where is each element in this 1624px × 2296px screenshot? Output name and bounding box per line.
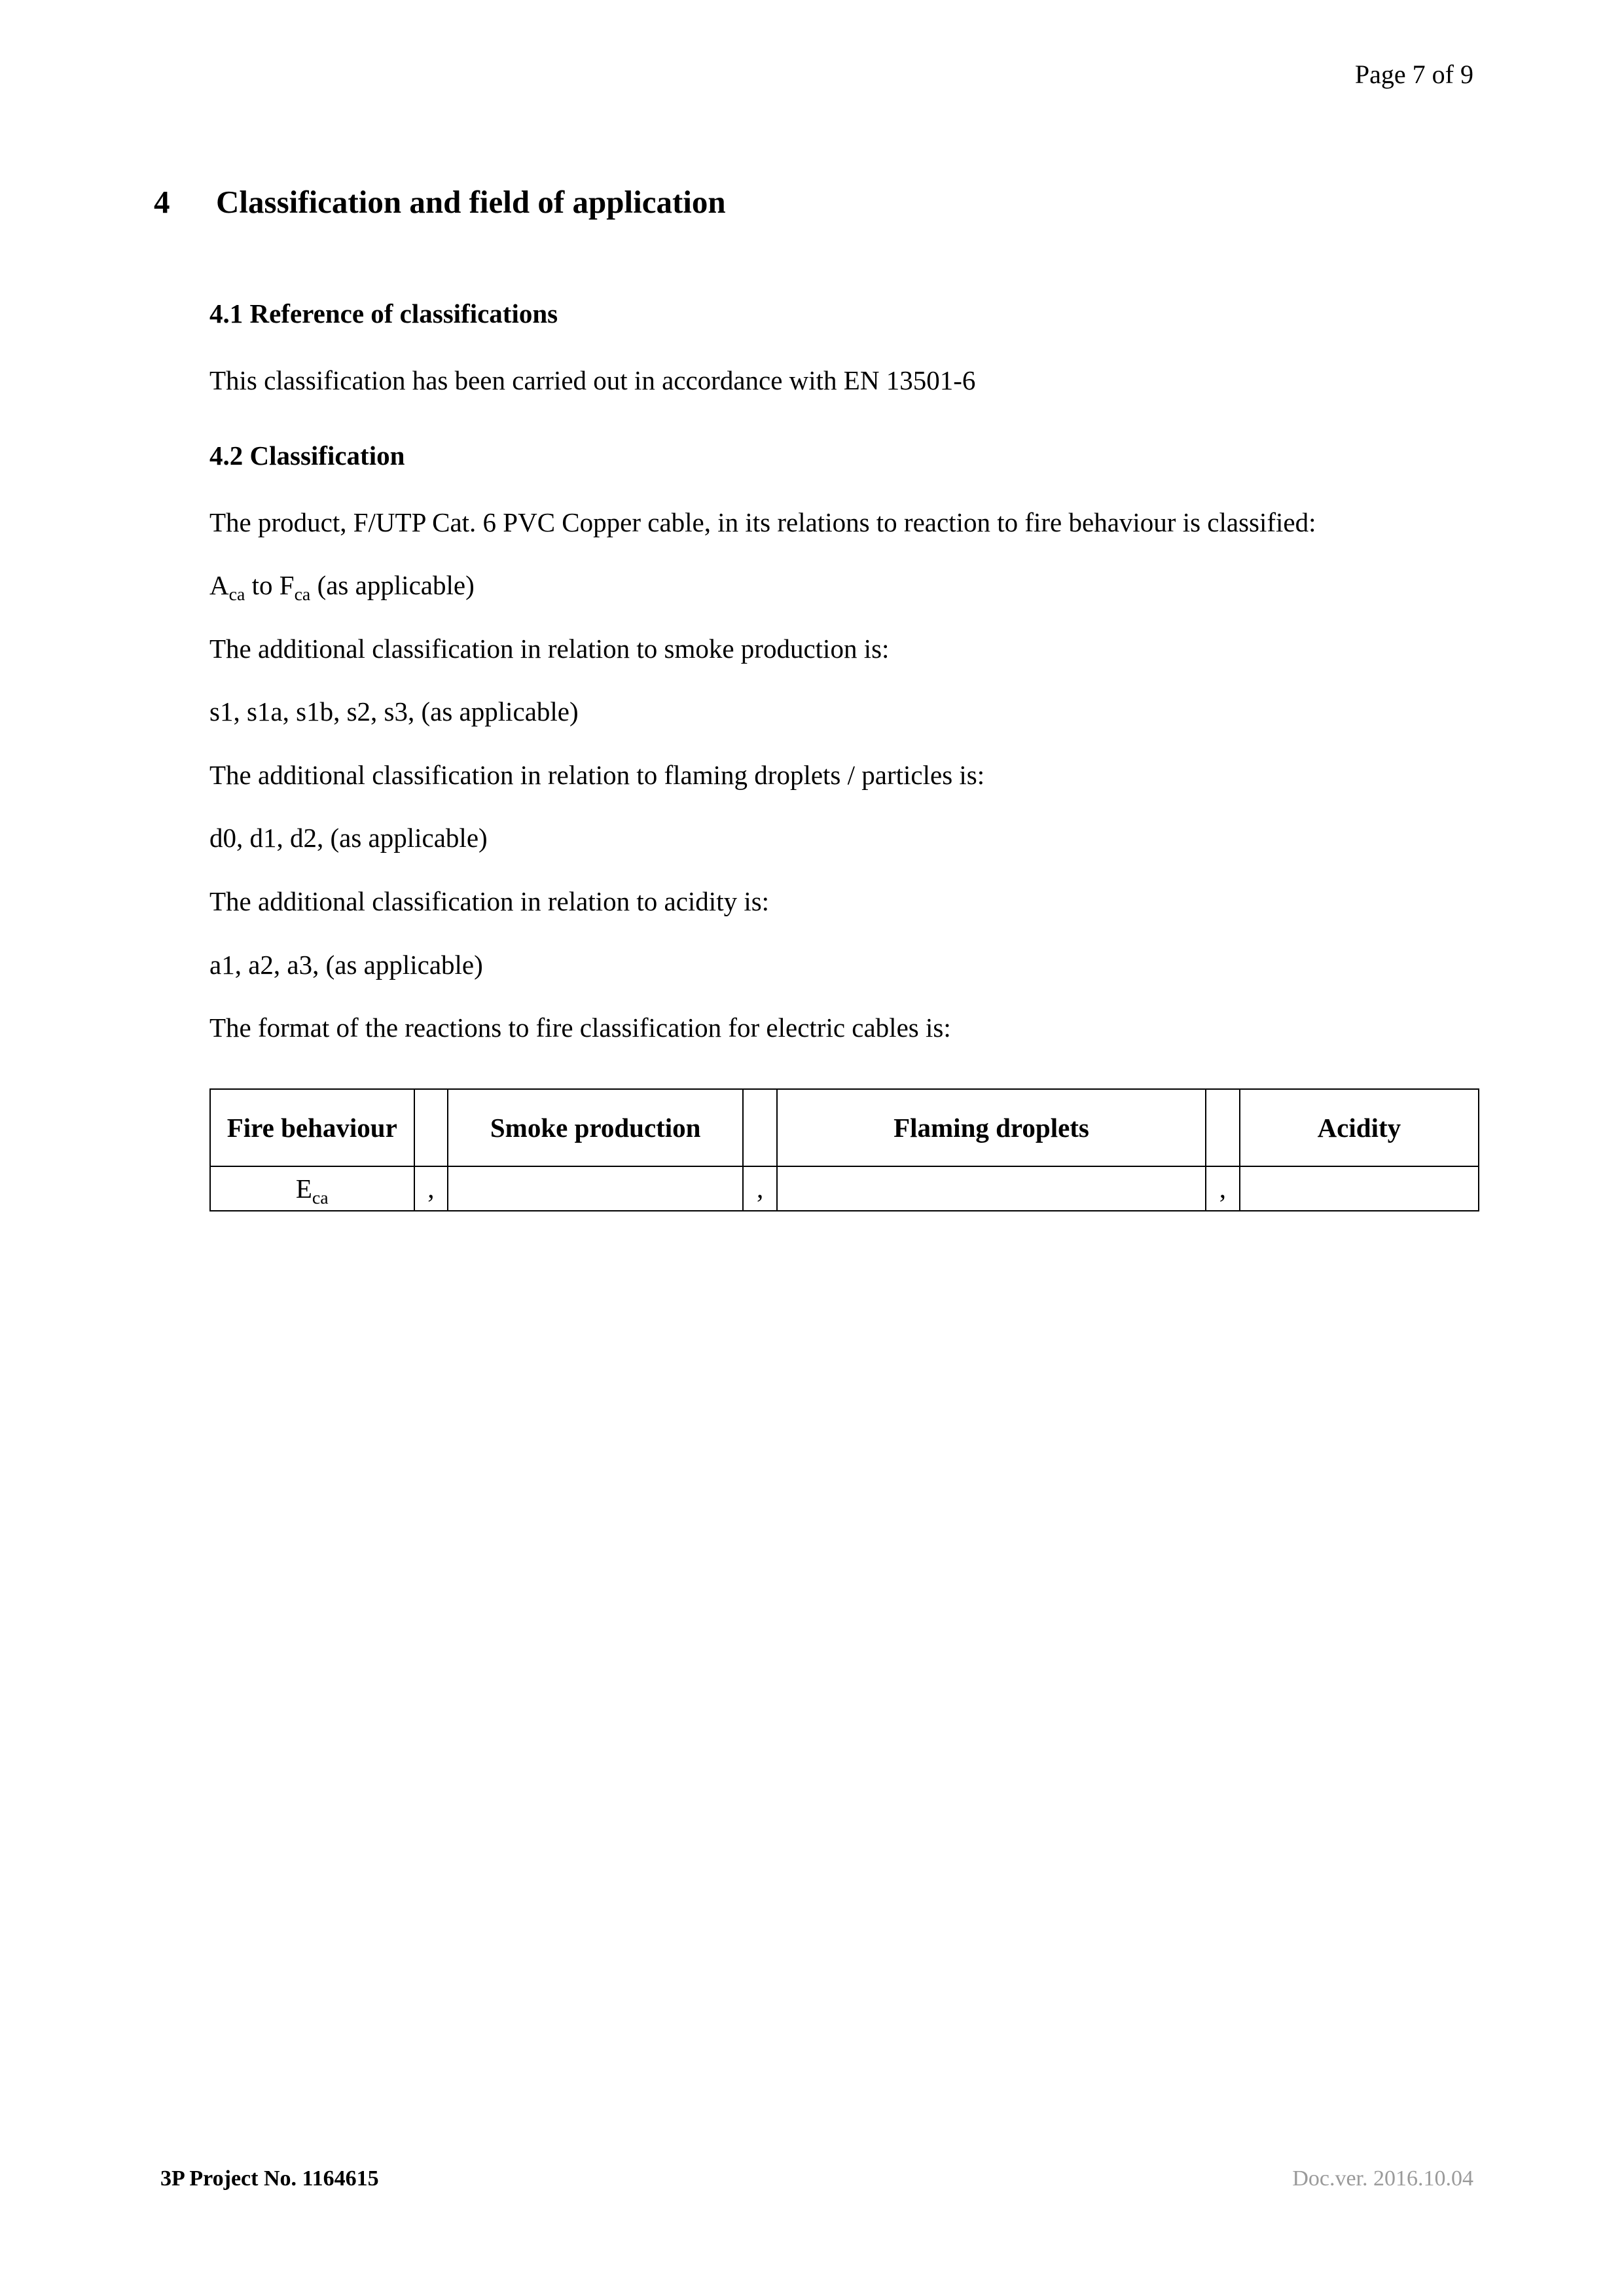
subsection-4-2-paragraph-4: s1, s1a, s1b, s2, s3, (as applicable) (209, 696, 579, 727)
classification-format-table (209, 1088, 1479, 1211)
subsection-4-2-paragraph-2: $A_{ca}$ to $F_{ca}$ (as applicable) (209, 570, 475, 605)
cell-fire-behaviour: $E_{ca}$ (210, 1166, 414, 1211)
header-flaming-droplets: Flaming droplets (777, 1089, 1206, 1166)
subsection-4-1-heading: 4.1 Reference of classifications (209, 298, 558, 329)
subsection-4-2-paragraph-6: d0, d1, d2, (as applicable) (209, 823, 488, 853)
subsection-4-2-paragraph-1: The product, F/UTP Cat. 6 PVC Copper cable, in its relations to reaction to fire behaviour is classified: (209, 507, 1316, 537)
footer-doc-version: Doc.ver. 2016.10.04 (1292, 2166, 1473, 2191)
section-title: Classification and field of application (216, 184, 726, 220)
header-separator-1 (414, 1089, 448, 1166)
header-smoke-production: Smoke production (448, 1089, 743, 1166)
subsection-4-1-paragraph-1: This classification has been carried out in accordance with EN 13501-6 (209, 365, 976, 395)
page-footer (160, 2166, 1473, 2191)
cell-separator-3: , (1206, 1166, 1240, 1211)
header-separator-3 (1206, 1089, 1240, 1166)
subsection-4-2-heading: 4.2 Classification (209, 440, 405, 471)
header-separator-2 (743, 1089, 777, 1166)
header-acidity: Acidity (1240, 1089, 1479, 1166)
cell-smoke-production (448, 1166, 743, 1211)
header-fire-behaviour: Fire behaviour (210, 1089, 414, 1166)
cell-separator-2: , (743, 1166, 777, 1211)
subsection-4-2-paragraph-9: The format of the reactions to fire classification for electric cables is: (209, 1013, 951, 1043)
subsection-4-2-paragraph-3: The additional classification in relation to smoke production is: (209, 633, 890, 664)
page-header (1355, 59, 1473, 90)
subsection-4-2-paragraph-5: The additional classification in relation to flaming droplets / particles is: (209, 759, 985, 790)
table-row (210, 1166, 1479, 1211)
page-number-label: Page 7 of 9 (1354, 60, 1473, 89)
subsection-4-2-paragraph-8: a1, a2, a3, (as applicable) (209, 949, 483, 980)
subsection-4-1 (209, 298, 1470, 1211)
subsection-4-2-paragraph-7: The additional classification in relation to acidity is: (209, 886, 770, 917)
page-content (154, 183, 1470, 1211)
cell-separator-1: , (414, 1166, 448, 1211)
footer-project-number: 3P Project No. 1164615 (160, 2166, 379, 2191)
section-number: 4 (154, 184, 170, 220)
cell-acidity (1240, 1166, 1479, 1211)
cell-flaming-droplets (777, 1166, 1206, 1211)
section-heading (154, 183, 1470, 221)
table-header-row (210, 1089, 1479, 1166)
